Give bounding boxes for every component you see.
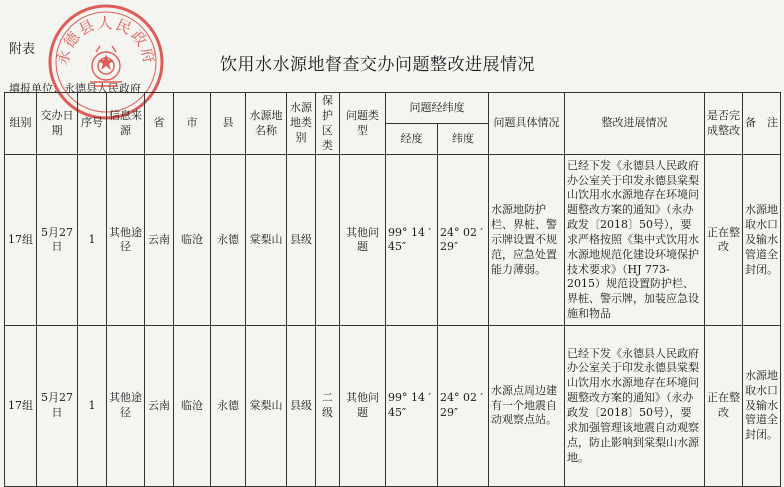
reporting-unit: 填报单位：永德县人民政府 [9,82,141,95]
page-title: 饮用水水源地督查交办问题整改进展情况 [220,55,535,75]
cell-source: 其他途径 [107,326,145,486]
rectification-table [4,92,781,487]
cell-city: 临沧 [174,326,211,486]
header-county: 县 [211,93,246,155]
svg-text:永德县人民政府 [53,14,158,67]
cell-date: 5月27日 [37,326,78,486]
header-group: 组别 [5,93,37,155]
header-category: 水源地类别 [287,93,316,155]
cell-county: 永德 [211,326,246,486]
cell-province: 云南 [145,155,174,326]
cell-progress: 已经下发《永德县人民政府办公室关于印发永德县棠梨山饮用水水源地存在环境问题整改方案的通知》（永办政发〔2018〕50号），要求加强管理该地震自动观察点，防止影响到棠梨山水源地。 [565,326,705,486]
cell-group: 17组 [5,326,37,486]
header-coords: 问题经纬度 [386,93,489,124]
cell-group: 17组 [5,155,37,326]
seal-text: 永德县人民政府 [53,13,159,67]
cell-lat: 24° 02 ′ 29″ [438,326,489,486]
cell-province: 云南 [145,326,174,486]
cell-remark: 水源地取水口及输水管道全封闭。 [743,155,781,326]
cell-county: 永德 [211,155,246,326]
cell-category: 县级 [287,155,316,326]
cell-lng: 99° 14 ′ 45″ [386,155,438,326]
cell-zone [316,155,340,326]
header-remark: 备 注 [743,93,781,155]
table-row [5,155,781,326]
cell-remark: 水源地取水口及输水管道全封闭。 [743,326,781,486]
cell-name: 棠梨山 [246,326,287,486]
cell-progress: 已经下发《永德县人民政府办公室关于印发永德县棠梨山饮用水水源地存在环境问题整改方案的通知》（永办政发〔2018〕50号），要求严格按照《集中式饮用水水源地规范化建设环境保护技术要求》（HJ 773-2015）规范设置防护栏、界桩、警示牌，加装应急设施和物品 [565,155,705,326]
cell-lat: 24° 02 ′ 29″ [438,155,489,326]
cell-type: 其他问题 [340,155,386,326]
cell-type: 其他问题 [340,326,386,486]
cell-category: 县级 [287,326,316,486]
header-type: 问题类型 [340,93,386,155]
cell-problem: 水源地防护栏、界桩、警示牌设置不规范，应急处置能力薄弱。 [489,155,565,326]
cell-seq: 1 [78,155,107,326]
annex-label: 附表 [9,42,36,57]
header-done: 是否完成整改 [705,93,743,155]
cell-name: 棠梨山 [246,155,287,326]
cell-date: 5月27日 [37,155,78,326]
header-province: 省 [145,93,174,155]
header-source: 信息来源 [107,93,145,155]
header-city: 市 [174,93,211,155]
header-lng: 经度 [386,124,438,155]
cell-source: 其他途径 [107,155,145,326]
cell-city: 临沧 [174,155,211,326]
cell-zone: 二级 [316,326,340,486]
table-row [5,326,781,486]
header-lat: 纬度 [438,124,489,155]
header-seq: 序号 [78,93,107,155]
cell-done: 正在整改 [705,155,743,326]
header-zone: 保护区类 [316,93,340,155]
header-date: 交办日期 [37,93,78,155]
header-name: 水源地名称 [246,93,287,155]
cell-done: 正在整改 [705,326,743,486]
cell-lng: 99° 14 ′ 45″ [386,326,438,486]
header-progress: 整改进展情况 [565,93,705,155]
cell-problem: 水源点周边建有一个地震自动观察点站。 [489,326,565,486]
cell-seq: 1 [78,326,107,486]
header-problem: 问题具体情况 [489,93,565,155]
